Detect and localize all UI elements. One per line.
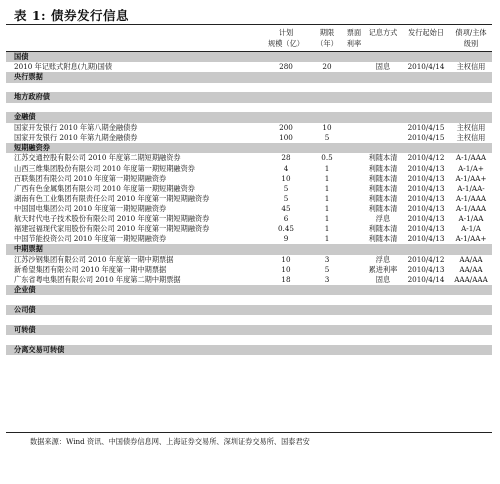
cell-size: 6 <box>283 213 289 223</box>
table-row <box>6 204 492 214</box>
cell-issue-date: 2010/4/13 <box>407 203 445 213</box>
source-note: 数据来源：Wind 资讯、中国债券信息网、上海证券交易所、深圳证券交易所、国泰君安 <box>30 437 310 446</box>
table-row <box>6 164 492 174</box>
table-row <box>6 255 492 265</box>
cell-interest-method: 浮息 <box>375 254 391 264</box>
bottom-rule <box>6 432 492 433</box>
section-header <box>6 72 492 82</box>
cell-rating: A-1/AA <box>458 213 484 223</box>
empty-section-spacer <box>6 103 492 113</box>
cell-issue-date: 2010/4/15 <box>407 132 445 142</box>
cell-bond-name: 江苏交通控股有限公司 2010 年度第二期短期融资券 <box>14 153 181 163</box>
cell-bond-name: 福建冠福现代家用股份有限公司 2010 年度第一期短期融资券 <box>14 224 210 234</box>
header-term-line1: 期限 <box>319 28 335 37</box>
section-label: 分离交易可转债 <box>14 344 65 354</box>
section-header <box>6 143 492 153</box>
cell-rating: A-1/AA+ <box>455 234 487 244</box>
section-label: 地方政府债 <box>14 92 50 102</box>
cell-rating: 主权信用 <box>456 62 486 72</box>
cell-rating: 主权信用 <box>456 132 486 142</box>
section-label: 可转债 <box>14 324 36 334</box>
cell-size: 18 <box>281 274 291 284</box>
cell-interest-method: 固息 <box>375 274 391 284</box>
cell-term: 1 <box>324 203 330 213</box>
table-row <box>6 153 492 163</box>
cell-rating: A-1/AAA <box>455 203 487 213</box>
cell-size: 10 <box>281 264 291 274</box>
cell-interest-method: 累进利率 <box>368 264 398 274</box>
cell-issue-date: 2010/4/14 <box>407 274 445 284</box>
cell-issue-date: 2010/4/13 <box>407 264 445 274</box>
cell-size: 10 <box>281 254 291 264</box>
table-header <box>0 25 500 51</box>
cell-bond-name: 国家开发银行 2010 年第八期金融债券 <box>14 122 138 132</box>
cell-size: 200 <box>279 122 293 132</box>
section-label: 金融债 <box>14 112 36 122</box>
cell-interest-method: 利随本清 <box>368 163 398 173</box>
table-row <box>6 214 492 224</box>
header-rate-line2: 利率 <box>346 39 362 48</box>
cell-term: 1 <box>324 224 330 234</box>
section-header <box>6 244 492 254</box>
cell-issue-date: 2010/4/12 <box>407 254 445 264</box>
table-row <box>6 265 492 275</box>
cell-issue-date: 2010/4/14 <box>407 62 445 72</box>
cell-size: 45 <box>281 203 291 213</box>
header-rate-line1: 票面 <box>346 28 362 37</box>
cell-term: 5 <box>324 264 330 274</box>
section-label: 公司债 <box>14 304 36 314</box>
cell-rating: AA/AA <box>459 254 483 264</box>
cell-term: 1 <box>324 163 330 173</box>
cell-term: 1 <box>324 173 330 183</box>
cell-bond-name: 2010 年记账式附息(九期)国债 <box>14 62 113 72</box>
section-label: 央行票据 <box>14 72 43 82</box>
cell-interest-method: 利随本清 <box>368 173 398 183</box>
cell-term: 3 <box>324 274 330 284</box>
header-term-line2: （年） <box>316 39 338 48</box>
section-header <box>6 52 492 62</box>
cell-term: 3 <box>324 254 330 264</box>
cell-size: 28 <box>281 153 291 163</box>
cell-issue-date: 2010/4/13 <box>407 234 445 244</box>
cell-interest-method: 利随本清 <box>368 153 398 163</box>
cell-term: 10 <box>322 122 332 132</box>
cell-bond-name: 航天时代电子技术股份有限公司 2010 年度第一期短期融资券 <box>14 213 210 223</box>
section-header <box>6 92 492 102</box>
cell-bond-name: 山西三维集团股份有限公司 2010 年度第一期短期融资券 <box>14 163 195 173</box>
cell-issue-date: 2010/4/15 <box>407 122 445 132</box>
cell-bond-name: 江苏沙钢集团有限公司 2010 年度第一期中期票据 <box>14 254 174 264</box>
section-label: 中期票据 <box>14 244 43 254</box>
cell-issue-date: 2010/4/13 <box>407 193 445 203</box>
cell-interest-method: 利随本清 <box>368 183 398 193</box>
cell-bond-name: 中国国电集团公司 2010 年度第一期短期融资券 <box>14 203 167 213</box>
cell-bond-name: 国家开发银行 2010 年第九期金融债券 <box>14 132 138 142</box>
section-header <box>6 285 492 295</box>
cell-size: 5 <box>283 183 289 193</box>
cell-bond-name: 湖南有色工业集团有限责任公司 2010 年度第一期短期融资券 <box>14 193 210 203</box>
cell-interest-method: 利随本清 <box>368 224 398 234</box>
cell-interest-method: 利随本清 <box>368 203 398 213</box>
cell-issue-date: 2010/4/13 <box>407 163 445 173</box>
cell-term: 5 <box>324 132 330 142</box>
cell-size: 5 <box>283 193 289 203</box>
cell-size: 0.45 <box>277 224 294 234</box>
section-label: 企业债 <box>14 284 36 294</box>
cell-size: 4 <box>283 163 289 173</box>
cell-bond-name: 广西有色金属集团有限公司 2010 年度第一期短期融资券 <box>14 183 195 193</box>
cell-term: 20 <box>322 62 332 72</box>
section-header <box>6 112 492 122</box>
cell-issue-date: 2010/4/13 <box>407 213 445 223</box>
empty-section-spacer <box>6 355 492 365</box>
cell-issue-date: 2010/4/13 <box>407 173 445 183</box>
cell-interest-method: 利随本清 <box>368 234 398 244</box>
cell-size: 9 <box>283 234 289 244</box>
cell-term: 1 <box>324 183 330 193</box>
table-row <box>6 194 492 204</box>
table-row <box>6 62 492 72</box>
cell-bond-name: 中国节能投资公司 2010 年度第一期短期融资券 <box>14 234 167 244</box>
section-header <box>6 345 492 355</box>
header-grade-line2: 级别 <box>463 39 479 48</box>
cell-bond-name: 百联集团有限公司 2010 年度第一期短期融资券 <box>14 173 167 183</box>
cell-term: 1 <box>324 213 330 223</box>
cell-issue-date: 2010/4/13 <box>407 224 445 234</box>
cell-term: 0.5 <box>321 153 333 163</box>
table-row <box>6 174 492 184</box>
empty-section-spacer <box>6 83 492 93</box>
cell-rating: AA/AA <box>459 264 483 274</box>
cell-rating: 主权信用 <box>456 122 486 132</box>
empty-section-spacer <box>6 335 492 345</box>
table-row <box>6 234 492 244</box>
cell-rating: A-1/AAA <box>455 153 487 163</box>
cell-term: 1 <box>324 234 330 244</box>
table-title: 表 1: 债券发行信息 <box>14 8 130 23</box>
section-header <box>6 305 492 315</box>
cell-rating: A-1/A <box>461 224 481 234</box>
section-label: 国债 <box>14 52 29 61</box>
header-method: 记息方式 <box>368 28 398 37</box>
header-grade-line1: 债项/主体 <box>455 28 487 37</box>
table-row <box>6 123 492 133</box>
cell-rating: A-1/AA+ <box>455 173 487 183</box>
cell-bond-name: 广东省粤电集团有限公司 2010 年度第二期中期票据 <box>14 274 181 284</box>
cell-rating: A-1/A+ <box>458 163 484 173</box>
table-row <box>6 133 492 143</box>
header-size-line1: 计划 <box>278 28 294 37</box>
section-label: 短期融资券 <box>14 143 50 153</box>
cell-rating: A-1/AAA <box>455 193 487 203</box>
cell-rating: AAA/AAA <box>454 274 488 284</box>
table-row <box>6 275 492 285</box>
cell-interest-method: 浮息 <box>375 213 391 223</box>
empty-section-spacer <box>6 315 492 325</box>
section-header <box>6 325 492 335</box>
cell-size: 10 <box>281 173 291 183</box>
cell-size: 100 <box>279 132 293 142</box>
table-body <box>6 52 492 365</box>
header-date: 发行起始日 <box>408 28 444 37</box>
cell-issue-date: 2010/4/13 <box>407 183 445 193</box>
cell-interest-method: 利随本清 <box>368 193 398 203</box>
table-row <box>6 184 492 194</box>
empty-section-spacer <box>6 295 492 305</box>
table-row <box>6 224 492 234</box>
cell-bond-name: 新希望集团有限公司 2010 年度第一期中期票据 <box>14 264 167 274</box>
header-size-line2: 规模（亿） <box>268 39 304 48</box>
cell-term: 1 <box>324 193 330 203</box>
cell-size: 280 <box>279 62 293 72</box>
cell-interest-method: 固息 <box>375 62 391 72</box>
cell-issue-date: 2010/4/12 <box>407 153 445 163</box>
cell-rating: A-1/AA- <box>457 183 485 193</box>
